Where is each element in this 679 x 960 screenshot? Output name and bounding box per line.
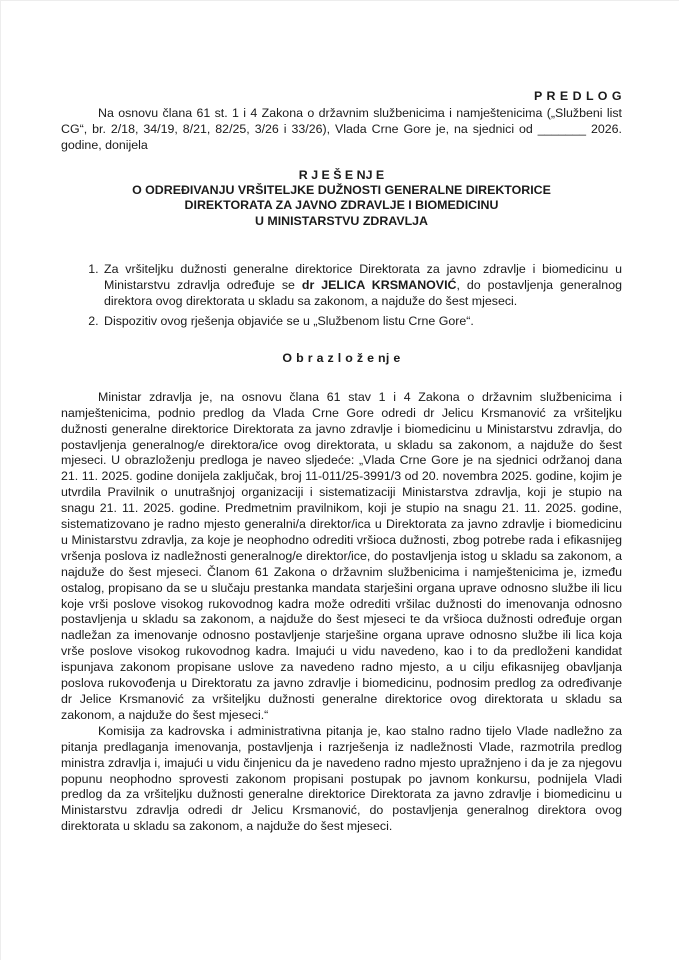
body-paragraph-1: Ministar zdravlja je, na osnovu člana 61 stav 1 i 4 Zakona o državnim službenicima i namještenicima, podnio predlog da Vlada Crne Gore odredi dr Jelicu Krsmanović za vršiteljku dužnosti generalne direktorice Direktorata za javno zdravlje i biomedicinu u Ministarstvu zdravlja, do postavljenja generalnog/e direktora/ice ovog direktorata, u skladu sa zakonom, a najduže do šest mjeseci. U obrazloženju predloga je naveo sljedeće: „Vlada Crne Gore je na sjednici održanoj dana 21. 11. 2025. godine donijela zaključak, broj 11-011/25-3991/3 od 20. novembra 2025. godine, kojim je utvrdila Pravilnik o unutrašnjoj organizaciji i sistematizaciji Ministarstva zdravlja, koji je stupio na snagu 21. 11. 2025. godine. Predmetnim pravilnikom, koji je stupio na snagu 21. 11. 2025. godine, sistematizovano je radno mjesto generalni/a direktor/ica u Direktorata za javno zdravlje i biomedicinu u Ministarstvu zdravlja, za koje je neophodno odrediti vršioca dužnosti, zbog potrebe rada i efikasnijeg vršenja poslova iz nadležnosti generalnog/e direktor/ice, do postavljenja istog u skladu sa zakonom, a najduže do šest mjeseci. Članom 61 Zakona o državnim službenicima i namještenicima je, između ostalog, propisano da se u slučaju prestanka mandata starješini organa uprave odnosno službe ili licu koje vrši poslove visokog rukovodnog kadra može odrediti vršilac dužnosti do imenovanja odnosno postavljenja u skladu sa zakonom, a najduže do šest mjeseci te da vršioca dužnosti određuje organ nadležan za imenovanje odnosno postavljenje starješine organa uprave odnosno službe ili lica koja vrše poslove visokog rukovodnog kadra. Imajući u vidu navedeno, kao i to da predloženi kandidat ispunjava zakonom propisane uslove za navedeno radno mjesto, a u cilju efikasnijeg obavljanja poslova rukovođenja u Direktoratu za javno zdravlje i biomedicinu, podnosim predlog za određivanje dr Jelice Krsmanović za vršiteljku dužnosti generalne direktorice ovog direktorata u skladu sa zakonom, a najduže do šest mjeseci.“ [61, 389, 622, 722]
decision-item-1 [102, 262, 622, 310]
decision-item-1-post: , do postavljenja generalnog direktora ovog direktorata u skladu sa zakonom, a najduže do šest mjeseci. [104, 278, 622, 309]
title-block [61, 168, 622, 230]
predlog-label: P R E D L O G [534, 89, 622, 103]
decision-item-1-pre: Za vršiteljku dužnosti generalne direktorice Direktorata za javno zdravlje i biomedicinu u Ministarstvu zdravlja određuje se [104, 262, 622, 293]
decision-list [61, 262, 622, 330]
appointee-name: dr JELICA KRSMANOVIĆ [301, 278, 457, 293]
title-line-4: U MINISTARSTVU ZDRAVLJA [254, 213, 428, 228]
title-line-2: O ODREĐIVANJU VRŠITELJKE DUŽNOSTI GENERALNE DIREKTORICE [132, 183, 551, 198]
obrazlozenje-heading: O b r a z l o ž e nj e [282, 350, 401, 365]
title-rjesenje: R J E Š E NJ E [298, 167, 385, 182]
intro-paragraph: Na osnovu člana 61 st. 1 i 4 Zakona o državnim službenicima i namještenicima („Službeni list CG“, br. 2/18, 34/19, 8/21, 82/25, 3/26 i 33/26), Vlada Crne Gore je, na sjednici od _______ 2026. godine, donijela [61, 105, 622, 152]
title-line-3: DIREKTORATA ZA JAVNO ZDRAVLJE I BIOMEDICINU [184, 198, 499, 213]
decision-item-2: 2. Dispozitiv ovog rješenja objaviće se u „Službenom listu Crne Gore“. [102, 314, 622, 330]
body-paragraph-2: Komisija za kadrovska i administrativna pitanja je, kao stalno radno tijelo Vlade nadležno za pitanja predlaganja imenovanja, postavljenja i razrješenja iz nadležnosti Vlade, razmotrila predlog ministra zdravlja i, imajući u vidu činjenicu da je navedeno radno mjesto upražnjeno i da je za njegovu popunu neophodno sprovesti zakonom propisani postupak po javnom konkursu, podnijela Vladi predlog da za vršiteljku dužnosti generalne direktorice Direktorata za javno zdravlje i biomedicinu u Ministarstvu zdravlja odredi dr Jelicu Krsmanović, do postavljenja generalnog direktora ovog direktorata u skladu sa zakonom, a najduže do šest mjeseci. [61, 723, 622, 834]
